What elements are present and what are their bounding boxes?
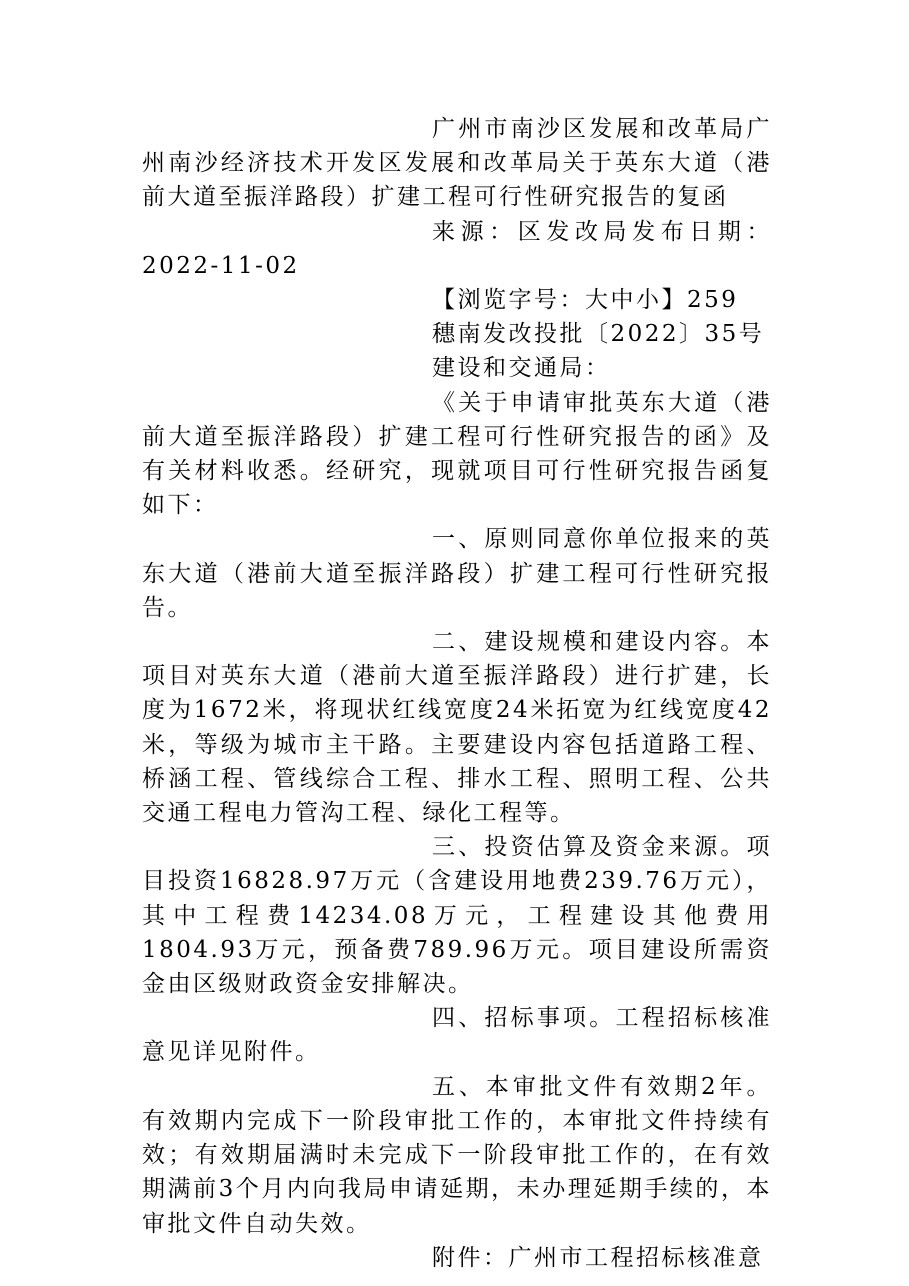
publish-date: 2022-11-02 bbox=[142, 252, 300, 279]
paragraph-intro: 《关于申请审批英东大道（港前大道至振洋路段）扩建工程可行性研究报告的函》及有关材料收悉。经研究，现就项目可行性研究报告函复如下： bbox=[142, 389, 772, 519]
paragraph-1: 一、原则同意你单位报来的英东大道（港前大道至振洋路段）扩建工程可行性研究报告。 bbox=[142, 526, 772, 621]
attachment-line: 附件：广州市工程招标核准意 bbox=[432, 1244, 764, 1271]
addressee: 建设和交通局： bbox=[432, 355, 611, 382]
paragraph-3: 三、投资估算及资金来源。项目投资16828.97万元（含建设用地费239.76万元），其中工程费14234.08万元，工程建设其他费用1804.93万元，预备费789.96万元。项目建设所需资金由区级财政资金安排解决。 bbox=[142, 834, 772, 998]
font-size-and-views: 【浏览字号：大中小】259 bbox=[432, 287, 739, 314]
document-body bbox=[142, 112, 772, 1275]
source-and-date-label: 来源：区发改局发布日期： bbox=[432, 218, 772, 245]
paragraph-2: 二、建设规模和建设内容。本项目对英东大道（港前大道至振洋路段）进行扩建，长度为1672米，将现状红线宽度24米拓宽为红线宽度42米，等级为城市主干路。主要建设内容包括道路工程、桥涵工程、管线综合工程、排水工程、照明工程、公共交通工程电力管沟工程、绿化工程等。 bbox=[142, 629, 772, 827]
document-title: 广州市南沙区发展和改革局广州南沙经济技术开发区发展和改革局关于英东大道（港前大道至振洋路段）扩建工程可行性研究报告的复函 bbox=[142, 116, 772, 211]
paragraph-4: 四、招标事项。工程招标核准意见详见附件。 bbox=[142, 1005, 772, 1066]
paragraph-5: 五、本审批文件有效期2年。有效期内完成下一阶段审批工作的，本审批文件持续有效；有效期届满时未完成下一阶段审批工作的，在有效期满前3个月内向我局申请延期，未办理延期手续的，本审批文件自动失效。 bbox=[142, 1073, 772, 1237]
document-number: 穗南发改投批〔2022〕35号 bbox=[432, 321, 765, 348]
